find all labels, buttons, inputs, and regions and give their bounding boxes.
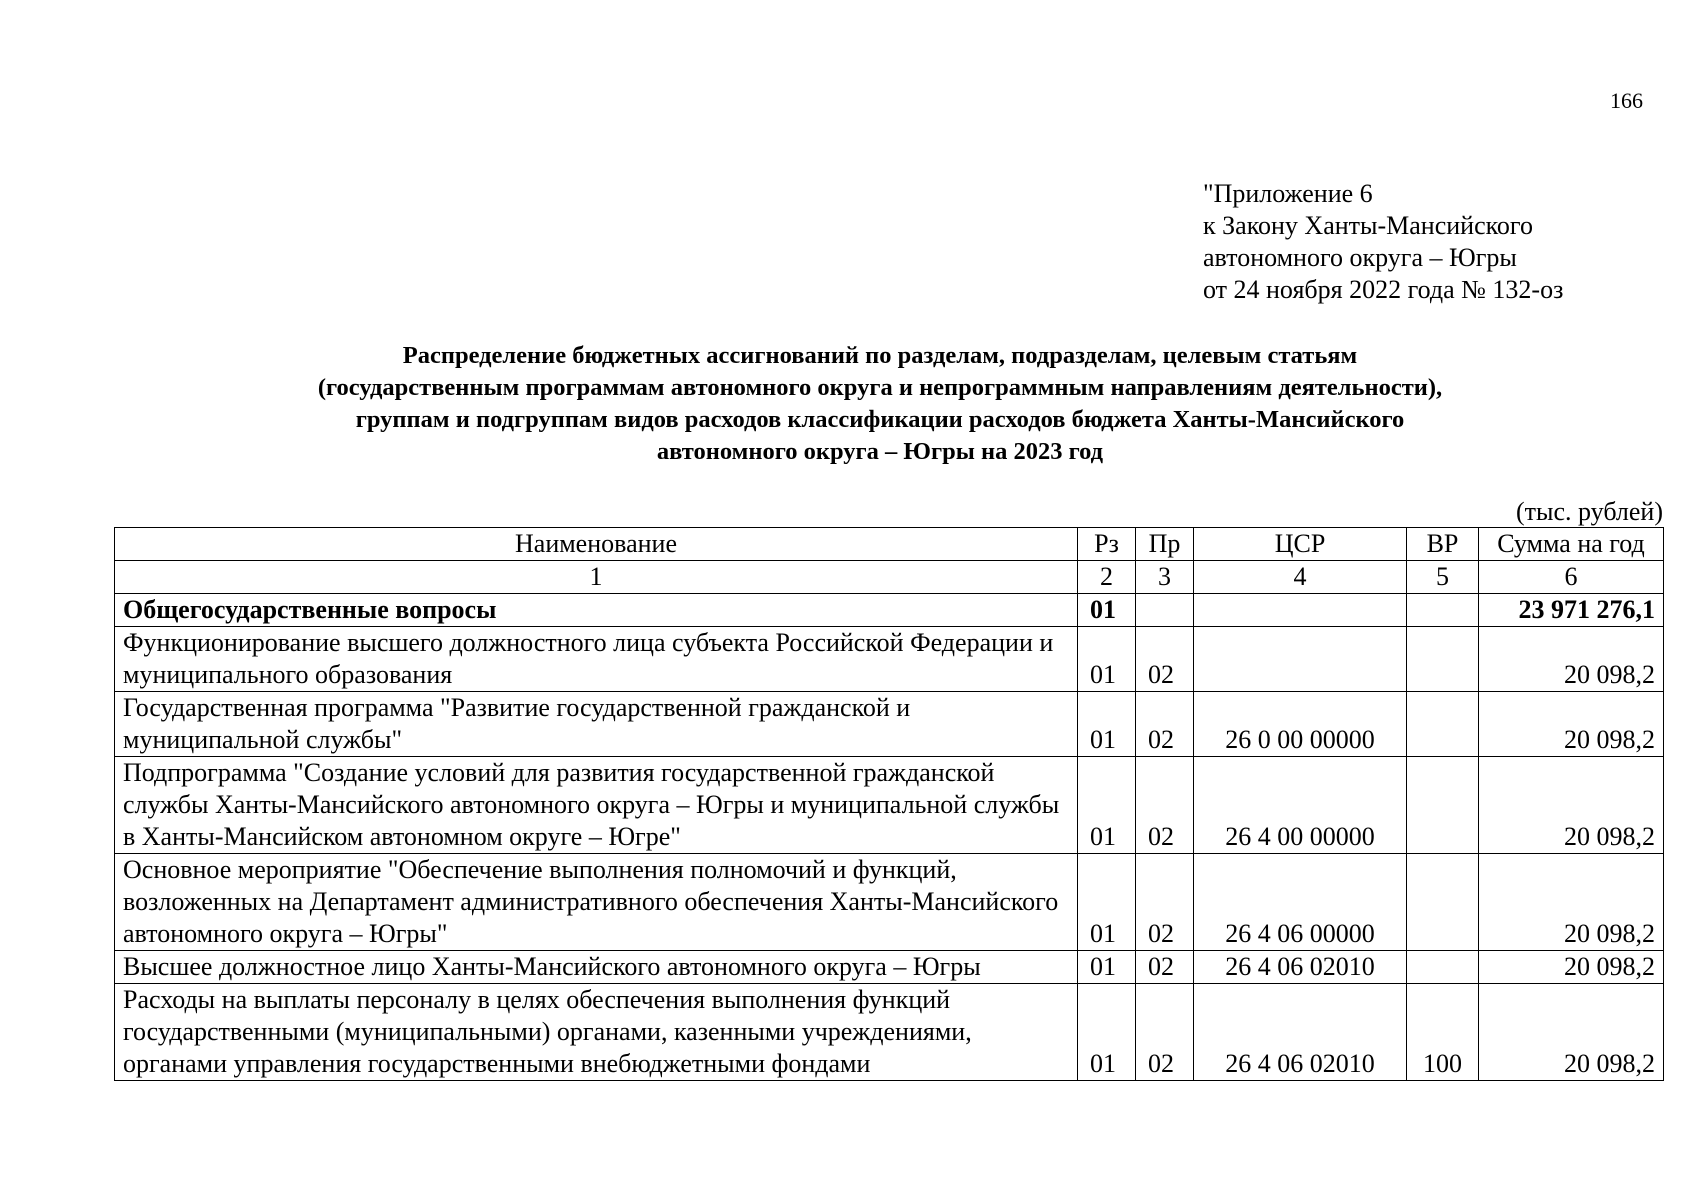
cell-pr: 02 [1136, 854, 1194, 951]
cell-rz: 01 [1078, 594, 1136, 627]
appendix-line: "Приложение 6 [1203, 179, 1373, 208]
header-pr: Пр [1136, 528, 1194, 561]
cell-rz: 01 [1078, 757, 1136, 854]
title-line: (государственным программам автономного округа и непрограммным направлениям деятельности), [317, 374, 1443, 401]
cell-rz: 01 [1078, 692, 1136, 757]
index-cell: 6 [1479, 561, 1664, 594]
cell-name: Государственная программа "Развитие государственной гражданской и муниципальной службы" [115, 692, 1078, 757]
cell-vr: 100 [1407, 984, 1479, 1081]
table-row [115, 951, 1664, 984]
title-line: группам и подгруппам видов расходов классификации расходов бюджета Ханты-Мансийского [355, 406, 1405, 433]
cell-pr: 02 [1136, 984, 1194, 1081]
cell-rz: 01 [1078, 627, 1136, 692]
cell-pr: 02 [1136, 757, 1194, 854]
cell-vr [1407, 951, 1479, 984]
header-csr: ЦСР [1194, 528, 1407, 561]
cell-csr: 26 4 06 00000 [1194, 854, 1407, 951]
table-row [115, 854, 1664, 951]
cell-csr [1194, 594, 1407, 627]
cell-sum: 20 098,2 [1479, 627, 1664, 692]
index-cell: 2 [1078, 561, 1136, 594]
cell-csr: 26 0 00 00000 [1194, 692, 1407, 757]
cell-csr: 26 4 00 00000 [1194, 757, 1407, 854]
cell-sum: 20 098,2 [1479, 951, 1664, 984]
title-line: Распределение бюджетных ассигнований по разделам, подразделам, целевым статьям [402, 342, 1358, 369]
cell-vr [1407, 692, 1479, 757]
cell-pr: 02 [1136, 692, 1194, 757]
cell-csr: 26 4 06 02010 [1194, 984, 1407, 1081]
header-sum: Сумма на год [1479, 528, 1664, 561]
cell-sum: 20 098,2 [1479, 692, 1664, 757]
index-cell: 4 [1194, 561, 1407, 594]
cell-csr [1194, 627, 1407, 692]
appendix-line: автономного округа – Югры [1203, 243, 1517, 272]
cell-rz: 01 [1078, 854, 1136, 951]
appendix-line: от 24 ноября 2022 года № 132-оз [1203, 275, 1564, 304]
cell-sum: 20 098,2 [1479, 984, 1664, 1081]
cell-name: Высшее должностное лицо Ханты-Мансийского автономного округа – Югры [115, 951, 1078, 984]
cell-vr [1407, 627, 1479, 692]
header-name: Наименование [115, 528, 1078, 561]
cell-name: Расходы на выплаты персоналу в целях обеспечения выполнения функций государственными (муниципальными) органами, казенными учреждениями, органами управления государственными внебюджетными фондами [115, 984, 1078, 1081]
appendix-line: к Закону Ханты-Мансийского [1203, 211, 1533, 240]
cell-vr [1407, 854, 1479, 951]
cell-pr: 02 [1136, 951, 1194, 984]
cell-pr [1136, 594, 1194, 627]
cell-csr: 26 4 06 02010 [1194, 951, 1407, 984]
cell-pr: 02 [1136, 627, 1194, 692]
column-index-row [115, 561, 1664, 594]
cell-sum: 20 098,2 [1479, 757, 1664, 854]
table-row [115, 757, 1664, 854]
cell-name: Основное мероприятие "Обеспечение выполнения полномочий и функций, возложенных на Департамент административного обеспечения Ханты-Мансийского автономного округа – Югры" [115, 854, 1078, 951]
table-row [115, 594, 1664, 627]
index-cell: 3 [1136, 561, 1194, 594]
header-vr: ВР [1407, 528, 1479, 561]
cell-vr [1407, 757, 1479, 854]
index-cell: 1 [115, 561, 1078, 594]
cell-name: Общегосударственные вопросы [115, 594, 1078, 627]
cell-sum: 20 098,2 [1479, 854, 1664, 951]
cell-name: Подпрограмма "Создание условий для развития государственной гражданской службы Ханты-Мансийского автономного округа – Югры и муниципальной службы в Ханты-Мансийском автономном округе – Югре" [115, 757, 1078, 854]
table-header-row [115, 528, 1664, 561]
budget-table [114, 527, 1664, 1081]
cell-sum: 23 971 276,1 [1479, 594, 1664, 627]
title-line: автономного округа – Югры на 2023 год [656, 438, 1104, 465]
index-cell: 5 [1407, 561, 1479, 594]
units-label: (тыс. рублей) [1515, 497, 1663, 526]
cell-name: Функционирование высшего должностного лица субъекта Российской Федерации и муниципального образования [115, 627, 1078, 692]
table-row [115, 627, 1664, 692]
cell-rz: 01 [1078, 951, 1136, 984]
header-rz: Рз [1078, 528, 1136, 561]
document-title [115, 340, 1645, 468]
cell-rz: 01 [1078, 984, 1136, 1081]
page-number: 166 [1610, 88, 1643, 113]
table-row [115, 692, 1664, 757]
table-row [115, 984, 1664, 1081]
cell-vr [1407, 594, 1479, 627]
appendix-reference [1203, 178, 1563, 306]
